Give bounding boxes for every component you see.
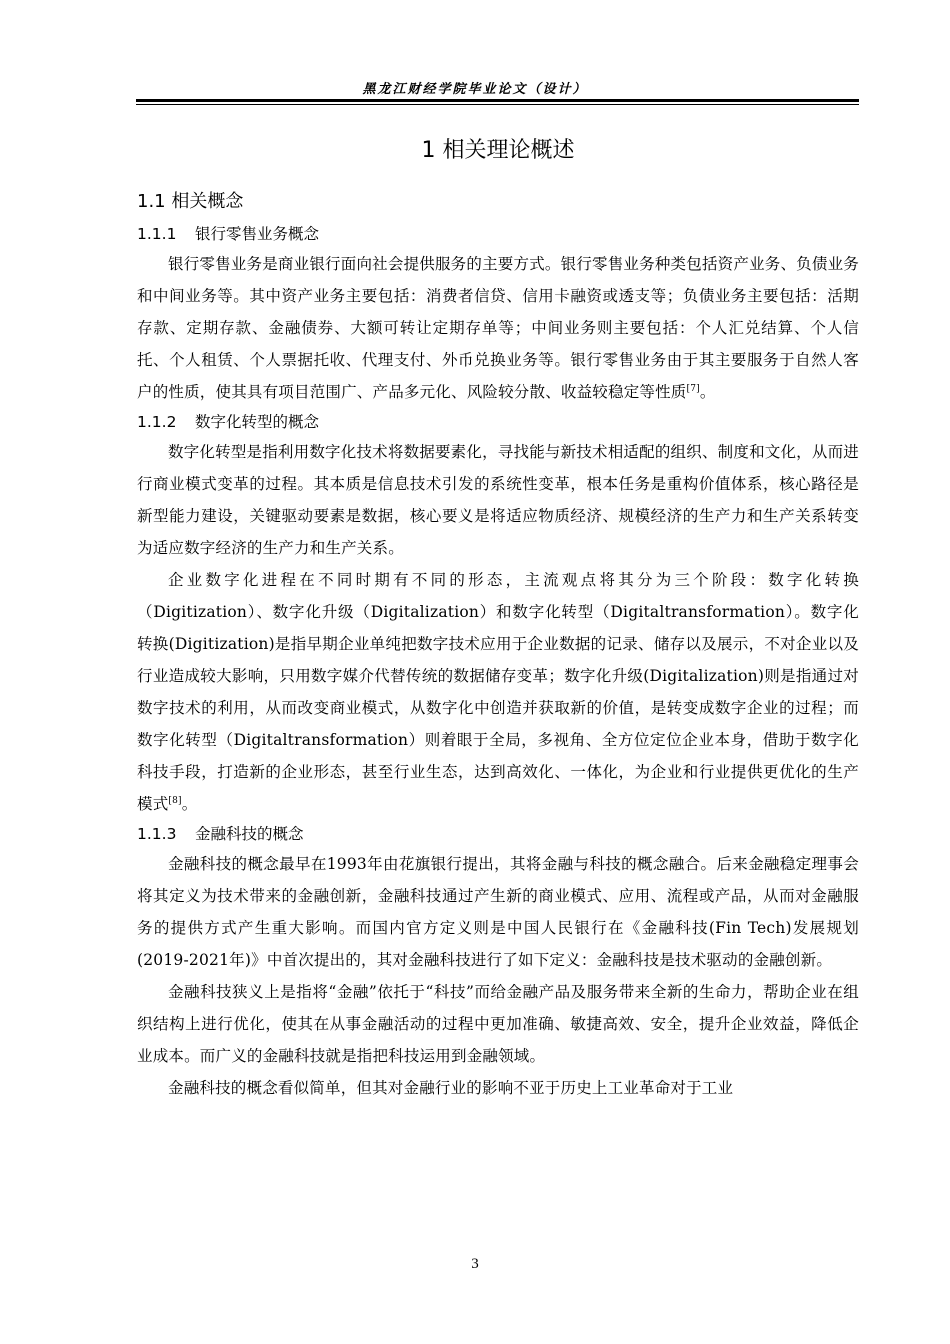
citation: [7] [686,383,700,394]
subsection-number: 1.1.2 [137,413,177,431]
paragraph-text: 金融科技的概念看似简单，但其对金融行业的影响不亚于历史上工业革命对于工业 [168,1079,734,1097]
subsection-heading-3 [137,820,859,848]
section-title: 1.1 相关概念 [137,191,244,212]
paragraph [137,436,859,564]
subsection-heading-2 [137,408,859,436]
header-rule-thick [136,99,859,102]
paragraph-text: 企业数字化进程在不同时期有不同的形态，主流观点将其分为三个阶段：数字化转换（Digitization）、数字化升级（Digitalization）和数字化转型（Digitaltransformation）。数字化转换(Digitization)是指早期企业单纯把数字技术应用于企业数据的记录、储存以及展示，不对企业以及行业造成较大影响，只用数字媒介代替传统的数据储存变革；数字化升级(Digitalization)则是指通过对数字技术的利用，从而改变商业模式，从数字化中创造并获取新的价值，是转变成数字企业的过程；而数字化转型（Digitaltransformation）则着眼于全局，多视角、全方位定位企业本身，借助于数字化科技手段，打造新的企业形态，甚至行业生态，达到高效化、一体化，为企业和行业提供更优化的生产模式 [137,571,859,813]
paragraph-text: 数字化转型是指利用数字化技术将数据要素化，寻找能与新技术相适配的组织、制度和文化，从而进行商业模式变革的过程。其本质是信息技术引发的系统性变革，根本任务是重构价值体系，核心路径是新型能力建设，关键驱动要素是数据，核心要义是将适应物质经济、规模经济的生产力和生产关系转变为适应数字经济的生产力和生产关系。 [137,443,859,557]
paragraph-text: 金融科技的概念最早在1993年由花旗银行提出，其将金融与科技的概念融合。后来金融稳定理事会将其定义为技术带来的金融创新，金融科技通过产生新的商业模式、应用、流程或产品，从而对金融服务的提供方式产生重大影响。而国内官方定义则是中国人民银行在《金融科技(Fin Tech)发展规划(2019-2021年)》中首次提出的，其对金融科技进行了如下定义：金融科技是技术驱动的金融创新。 [137,855,859,969]
page-content [137,128,859,1104]
citation: [8] [168,795,182,806]
paragraph [137,1072,859,1104]
chapter-title: 1 相关理论概述 [421,138,575,163]
subsection-heading-1 [137,220,859,248]
running-header: 黑龙江财经学院毕业论文（设计） [362,82,588,97]
paragraph-tail: 。 [699,383,716,401]
subsection-number: 1.1.3 [137,825,177,843]
paragraph [137,848,859,976]
paragraph [137,248,859,408]
subsection-title: 数字化转型的概念 [195,413,320,431]
paragraph-text: 金融科技狭义上是指将“金融”依托于“科技”而给金融产品及服务带来全新的生命力，帮助企业在组织结构上进行优化，使其在从事金融活动的过程中更加准确、敏捷高效、安全，提升企业效益，降低企业成本。而广义的金融科技就是指把科技运用到金融领域。 [137,983,859,1065]
subsection-title: 金融科技的概念 [195,825,304,843]
paragraph [137,564,859,820]
paragraph [137,976,859,1072]
paragraph-tail: 。 [181,795,198,813]
header-rule-thin [136,104,859,105]
subsection-number: 1.1.1 [137,225,177,243]
page-number: 3 [471,1256,479,1272]
subsection-title: 银行零售业务概念 [195,225,320,243]
paragraph-text: 银行零售业务是商业银行面向社会提供服务的主要方式。银行零售业务种类包括资产业务、负债业务和中间业务等。其中资产业务主要包括：消费者信贷、信用卡融资或透支等；负债业务主要包括：活期存款、定期存款、金融债券、大额可转让定期存单等；中间业务则主要包括：个人汇兑结算、个人信托、个人租赁、个人票据托收、代理支付、外币兑换业务等。银行零售业务由于其主要服务于自然人客户的性质，使其具有项目范围广、产品多元化、风险较分散、收益较稳定等性质 [137,255,859,401]
